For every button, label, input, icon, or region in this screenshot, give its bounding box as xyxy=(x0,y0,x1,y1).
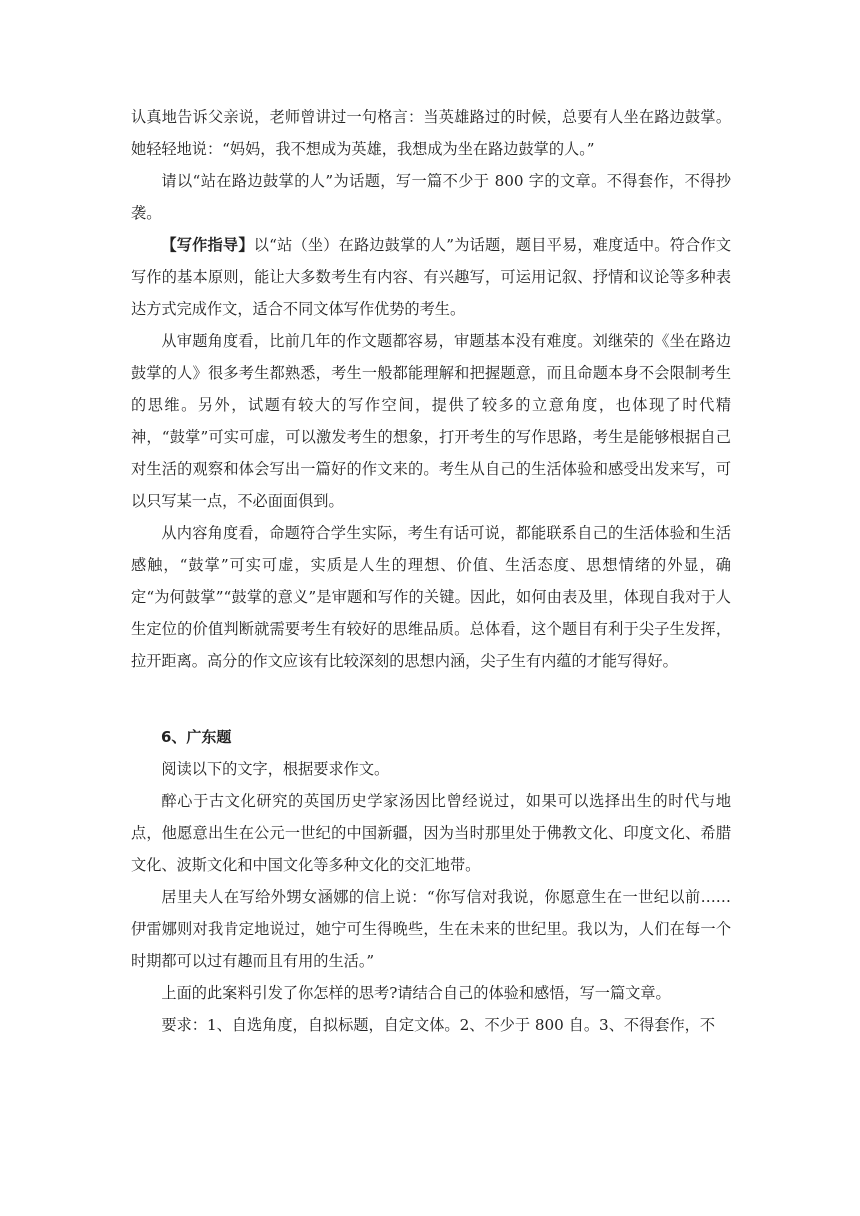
document-body xyxy=(131,101,731,1041)
paragraph-story-ending: 认真地告诉父亲说，老师曾讲过一句格言：当英雄路过的时候，总要有人坐在路边鼓掌。她轻轻地说：“妈妈，我不想成为英雄，我想成为坐在路边鼓掌的人。” xyxy=(131,108,731,158)
section-gap xyxy=(131,677,731,721)
paragraph-curie-letter: 居里夫人在写给外甥女涵娜的信上说：“你写信对我说，你愿意生在一世纪以前……伊雷娜则对我肯定地说过，她宁可生得晚些，生在未来的世纪里。我以为，人们在每一个时期都可以过有趣而且有用的生活。” xyxy=(131,888,731,970)
paragraph-thinking-prompt: 上面的此案料引发了你怎样的思考?请结合自己的体验和感悟，写一篇文章。 xyxy=(161,984,671,1002)
paragraph-instruction: 阅读以下的文字，根据要求作文。 xyxy=(161,760,390,778)
paragraph-topic-analysis: 从审题角度看，比前几年的作文题都容易，审题基本没有难度。刘继荣的《坐在路边鼓掌的人》很多考生都熟悉，考生一般都能理解和把握题意，而且命题本身不会限制考生的思维。另外，试题有较大的写作空间，提供了较多的立意角度，也体现了时代精神，“鼓掌”可实可虚，可以激发考生的想象，打开考生的写作思路，考生是能够根据自己对生活的观察和体会写出一篇好的作文来的。考生从自己的生活体验和感受出发来写，可以只写某一点，不必面面俱到。 xyxy=(131,332,731,510)
paragraph-content-analysis: 从内容角度看，命题符合学生实际，考生有话可说，都能联系自己的生活体验和生活感触，“鼓掌”可实可虚，实质是人生的理想、价值、生活态度、思想情绪的外显，确定“为何鼓掌”“鼓掌的意义”是审题和写作的关键。因此，如何由表及里，体现自我对于人生定位的价值判断就需要考生有较好的思维品质。总体看，这个题目有利于尖子生发挥，拉开距离。高分的作文应该有比较深刻的思想内涵，尖子生有内蕴的才能写得好。 xyxy=(131,524,731,670)
paragraph-writing-guidance xyxy=(131,229,731,325)
writing-guidance-label: 【写作指导】 xyxy=(161,236,254,254)
writing-guidance-text: 以“站（坐）在路边鼓掌的人”为话题，题目平易，难度适中。符合作文写作的基本原则，能让大多数考生有内容、有兴趣写，可运用记叙、抒情和议论等多种表达方式完成作文，适合不同文体写作优势的考生。 xyxy=(131,236,732,318)
paragraph-requirements: 要求：1、自选角度，自拟标题，自定文体。2、不少于 800 自。3、不得套作，不 xyxy=(161,1016,716,1034)
paragraph-toynbee-quote: 醉心于古文化研究的英国历史学家汤因比曾经说过，如果可以选择出生的时代与地点，他愿意出生在公元一世纪的中国新疆，因为当时那里处于佛教文化、印度文化、希腊文化、波斯文化和中国文化等多种文化的交汇地带。 xyxy=(131,792,731,874)
paragraph-essay-prompt: 请以“站在路边鼓掌的人”为话题，写一篇不少于 800 字的文章。不得套作，不得抄袭。 xyxy=(131,172,731,222)
section-heading-guangdong: 6、广东题 xyxy=(161,728,232,746)
